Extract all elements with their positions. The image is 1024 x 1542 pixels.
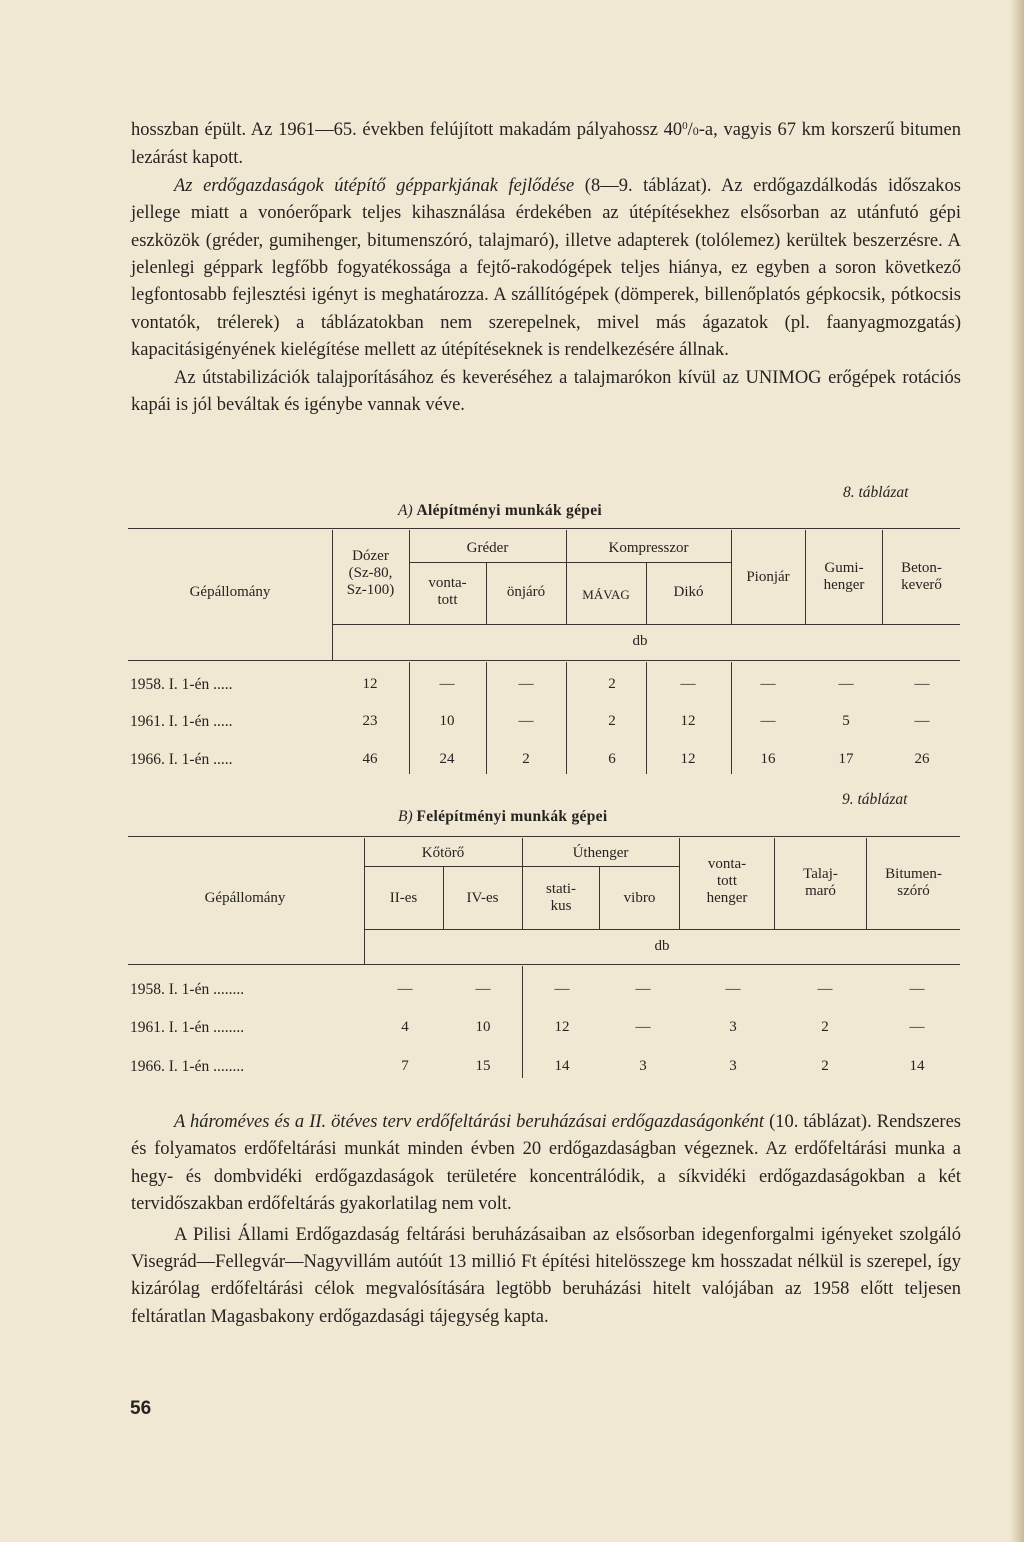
table-cell: — xyxy=(725,981,741,997)
table-8-header-bottom-rule xyxy=(128,660,960,661)
table-8-beton-header xyxy=(883,560,960,594)
table-9-row-label xyxy=(130,1019,244,1037)
t8-r3-label: 1966. I. 1-én xyxy=(130,751,210,768)
table-8-kompresszor-header: Kompresszor xyxy=(608,540,689,556)
table-cell: — xyxy=(817,981,833,997)
table-cell: 2 xyxy=(608,713,616,729)
paragraph-2-text: (8—9. táblázat). Az erdőgazdálkodás időszakos jellege miatt a vonóerőpark teljes kihasználása érdekében az útépítésekhez elsősorban az utánfutó gépi eszközök (gréder, gumihenger, bitumenszóró, talajmaró), illetve adapterek (tolólemez) kerültek beszerzésre. A jelenlegi géppark legfőbb fogyatékossága a fejtő-rakodógépek teljes hiánya, ez egyben a soron következő legfontosabb fejlesztési igényt is meghatározza. A szállítógépek (dömperek, billenőplatós gépkocsik, pótkocsis vontatók, trélerek) a táblázatokban nem szerepelnek, mivel más ágazatok (pl. faanyagmozgatás) kapacitásigényének kielégítése mellett az útépítéseknek is rendelkezésére állnak. xyxy=(131,175,961,361)
table-cell: — xyxy=(554,981,570,997)
t8-vontatott-line-1: vonta- xyxy=(428,575,467,591)
table-cell: — xyxy=(909,981,925,997)
table-9-ives-header: IV-es xyxy=(466,890,499,906)
table-9-vibro-header: vibro xyxy=(623,890,656,906)
table-8-title-letter: A) xyxy=(398,502,413,519)
t9-r3-dots: ........ xyxy=(213,1058,245,1075)
t9-talaj-line-2: maró xyxy=(805,883,836,899)
table-9-title xyxy=(398,808,607,826)
table-cell: 14 xyxy=(909,1058,925,1074)
t8-body-vline-3 xyxy=(566,662,567,774)
t8-r1-dots: ..... xyxy=(213,676,233,693)
table-cell: — xyxy=(397,981,413,997)
t9-bitumen-line-1: Bitumen- xyxy=(885,866,942,882)
table-8-greder-header: Gréder xyxy=(466,540,509,556)
paragraph-1-text-c: -a, vagyis 67 km korszerű bitumen lezárást kapott. xyxy=(131,120,962,169)
table-9-kotoro-header: Kőtörő xyxy=(421,845,465,861)
table-9-unit: db xyxy=(654,938,670,954)
table-cell: 2 xyxy=(821,1058,829,1074)
page-edge-shadow xyxy=(1010,0,1024,1542)
table-8-gumi-header xyxy=(806,560,882,594)
paragraph-3: Az útstabilizációk talajporításához és keveréséhez a talajmarókon kívül az UNIMOG erőgépek rotációs kapái is jól beváltak és igénybe vannak véve. xyxy=(131,367,961,416)
t9-r3-label: 1966. I. 1-én xyxy=(130,1058,210,1075)
table-9-vontatott-header xyxy=(680,856,774,907)
table-9-stub-header: Gépállomány xyxy=(204,890,286,906)
table-cell: 26 xyxy=(914,751,930,767)
t9-talaj-line-1: Talaj- xyxy=(803,866,838,882)
table-cell: 3 xyxy=(729,1019,737,1035)
t8-body-vline-2 xyxy=(486,662,487,774)
table-8-diko-header: Dikó xyxy=(673,584,704,600)
t9-bitumen-line-2: szóró xyxy=(897,883,930,899)
t9-vontatott-line-3: henger xyxy=(706,890,748,906)
table-8-tag: 8. táblázat xyxy=(843,484,909,501)
table-9-talaj-header xyxy=(775,866,866,900)
table-8-onjaro-header: önjáró xyxy=(506,584,546,600)
t8-r1-label: 1958. I. 1-én xyxy=(130,676,210,693)
t9-body-vline-1 xyxy=(522,966,523,1078)
table-9-row-label xyxy=(130,981,244,999)
t8-vline-1 xyxy=(332,530,333,660)
table-9-iies-header: II-es xyxy=(389,890,418,906)
table-cell: 12 xyxy=(554,1019,570,1035)
table-9-statikus-header xyxy=(523,881,599,915)
table-9-top-rule xyxy=(128,836,960,837)
table-cell: 23 xyxy=(362,713,378,729)
table-cell: — xyxy=(680,676,696,692)
table-9-uthenger-header: Úthenger xyxy=(572,845,629,861)
table-cell: — xyxy=(760,713,776,729)
table-8-stub-header: Gépállomány xyxy=(189,584,271,600)
table-8-title-text: Alépítményi munkák gépei xyxy=(416,502,602,519)
t9-r1-label: 1958. I. 1-én xyxy=(130,981,210,998)
table-cell: 7 xyxy=(401,1058,409,1074)
t8-dozer-line-3: Sz-100) xyxy=(346,582,395,598)
table-8-pionjar-header: Pionjár xyxy=(746,569,790,585)
table-cell: — xyxy=(838,676,854,692)
t8-gumi-line-1: Gumi- xyxy=(824,560,864,576)
t8-beton-line-1: Beton- xyxy=(901,560,942,576)
table-cell: 12 xyxy=(680,713,696,729)
table-cell: 17 xyxy=(838,751,854,767)
table-cell: — xyxy=(439,676,455,692)
paragraph-1-sub: 0 xyxy=(692,124,699,138)
table-9-bitumen-header xyxy=(867,866,960,900)
table-cell: 3 xyxy=(729,1058,737,1074)
closing-text-block xyxy=(131,1109,961,1331)
t8-body-vline-1 xyxy=(409,662,410,774)
table-cell: — xyxy=(635,981,651,997)
paragraph-1-sup: 0 xyxy=(682,120,688,132)
table-cell: 16 xyxy=(760,751,776,767)
intro-text-block xyxy=(131,113,961,419)
t9-r2-label: 1961. I. 1-én xyxy=(130,1019,210,1036)
paragraph-5: A Pilisi Állami Erdőgazdaság feltárási beruházásaiban az elsősorban idegenforgalmi igényeket szolgáló Visegrád—Fellegvár—Nagyvillám autóút 13 millió Ft építési hitelösszege km hosszadat nélkül is szerepel, így kizárólag erdőfeltárási célok megvalósítására legtöbb beruházási hitelt valójában az 1958 előtt teljesen feltáratlan Magasbakony erdőgazdasági tájegység kapta. xyxy=(131,1224,961,1327)
paragraph-1 xyxy=(131,113,961,173)
table-8-title xyxy=(398,502,602,520)
t8-beton-line-2: keverő xyxy=(901,577,942,593)
table-8-row-label xyxy=(130,676,232,694)
t8-body-vline-5 xyxy=(731,662,732,774)
table-cell: 6 xyxy=(608,751,616,767)
table-9-title-letter: B) xyxy=(398,808,413,825)
table-cell: 2 xyxy=(608,676,616,692)
table-8-row-label xyxy=(130,751,232,769)
paragraph-1-text-a: hosszban épült. Az 1961—65. években felújított makadám pályahossz 40 xyxy=(131,120,683,140)
table-cell: — xyxy=(914,713,930,729)
table-8-vontatott-header xyxy=(410,575,485,609)
table-cell: — xyxy=(909,1019,925,1035)
table-cell: — xyxy=(518,713,534,729)
table-8-unit: db xyxy=(632,633,648,649)
table-9-header-bottom-rule xyxy=(128,964,960,965)
table-cell: 46 xyxy=(362,751,378,767)
table-8-dozer-header xyxy=(334,548,407,599)
table-cell: — xyxy=(760,676,776,692)
table-cell: 5 xyxy=(842,713,850,729)
paragraph-4 xyxy=(131,1109,961,1219)
table-9-row-label xyxy=(130,1058,244,1076)
t9-statikus-line-2: kus xyxy=(550,898,572,914)
table-8-group-rule xyxy=(409,562,731,563)
t8-gumi-line-2: henger xyxy=(823,577,865,593)
table-cell: 24 xyxy=(439,751,455,767)
paragraph-1-slash: / xyxy=(687,120,693,140)
paragraph-2-italic: Az erdőgazdaságok útépítő gépparkjának fejlődése xyxy=(174,175,575,196)
t8-r3-dots: ..... xyxy=(213,751,233,768)
table-cell: 2 xyxy=(522,751,530,767)
table-9-title-text: Felépítményi munkák gépei xyxy=(416,808,608,825)
table-cell: — xyxy=(518,676,534,692)
t8-r2-dots: ..... xyxy=(213,713,233,730)
table-cell: 3 xyxy=(639,1058,647,1074)
table-9-tag: 9. táblázat xyxy=(842,791,908,808)
table-8-row-label xyxy=(130,713,232,731)
t8-r2-label: 1961. I. 1-én xyxy=(130,713,210,730)
page-number: 56 xyxy=(130,1398,152,1419)
t9-statikus-line-1: stati- xyxy=(546,881,576,897)
paragraph-4-italic: A hároméves és a II. ötéves terv erdőfeltárási beruházásai erdőgazdaságonként xyxy=(174,1112,765,1132)
t8-body-vline-4 xyxy=(646,662,647,774)
table-cell: 10 xyxy=(475,1019,491,1035)
table-cell: 2 xyxy=(821,1019,829,1035)
table-cell: — xyxy=(475,981,491,997)
table-cell: — xyxy=(914,676,930,692)
t8-dozer-line-2: (Sz-80, xyxy=(348,565,393,581)
paragraph-2 xyxy=(131,173,961,365)
table-8-mavag-header: MÁVAG xyxy=(582,587,630,602)
table-cell: 15 xyxy=(475,1058,491,1074)
table-cell: 12 xyxy=(362,676,378,692)
table-cell: — xyxy=(635,1019,651,1035)
table-cell: 12 xyxy=(680,751,696,767)
table-9-unit-rule xyxy=(364,929,960,930)
t8-dozer-line-1: Dózer xyxy=(352,548,389,564)
table-cell: 14 xyxy=(554,1058,570,1074)
table-8-top-rule xyxy=(128,528,960,529)
paragraph-4-text: (10. táblázat). Rendszeres és folyamatos erdőfeltárási munkát minden évben 20 erdőgazdaságban végeznek. Az erdőfeltárási munka a hegy- és dombvidéki erdőgazdaságok területére koncentrálódik, a síkvidéki erdőgazdaságokban a két tervidőszakban erdőfeltárás gyakorlatilag nem volt. xyxy=(131,1112,961,1215)
table-cell: 4 xyxy=(401,1019,409,1035)
t9-vontatott-line-1: vonta- xyxy=(707,856,747,872)
t9-r2-dots: ........ xyxy=(213,1019,245,1036)
t8-vontatott-line-2: tott xyxy=(437,592,458,608)
t9-vontatott-line-2: tott xyxy=(716,873,737,889)
table-cell: 10 xyxy=(439,713,455,729)
t9-r1-dots: ........ xyxy=(213,981,245,998)
